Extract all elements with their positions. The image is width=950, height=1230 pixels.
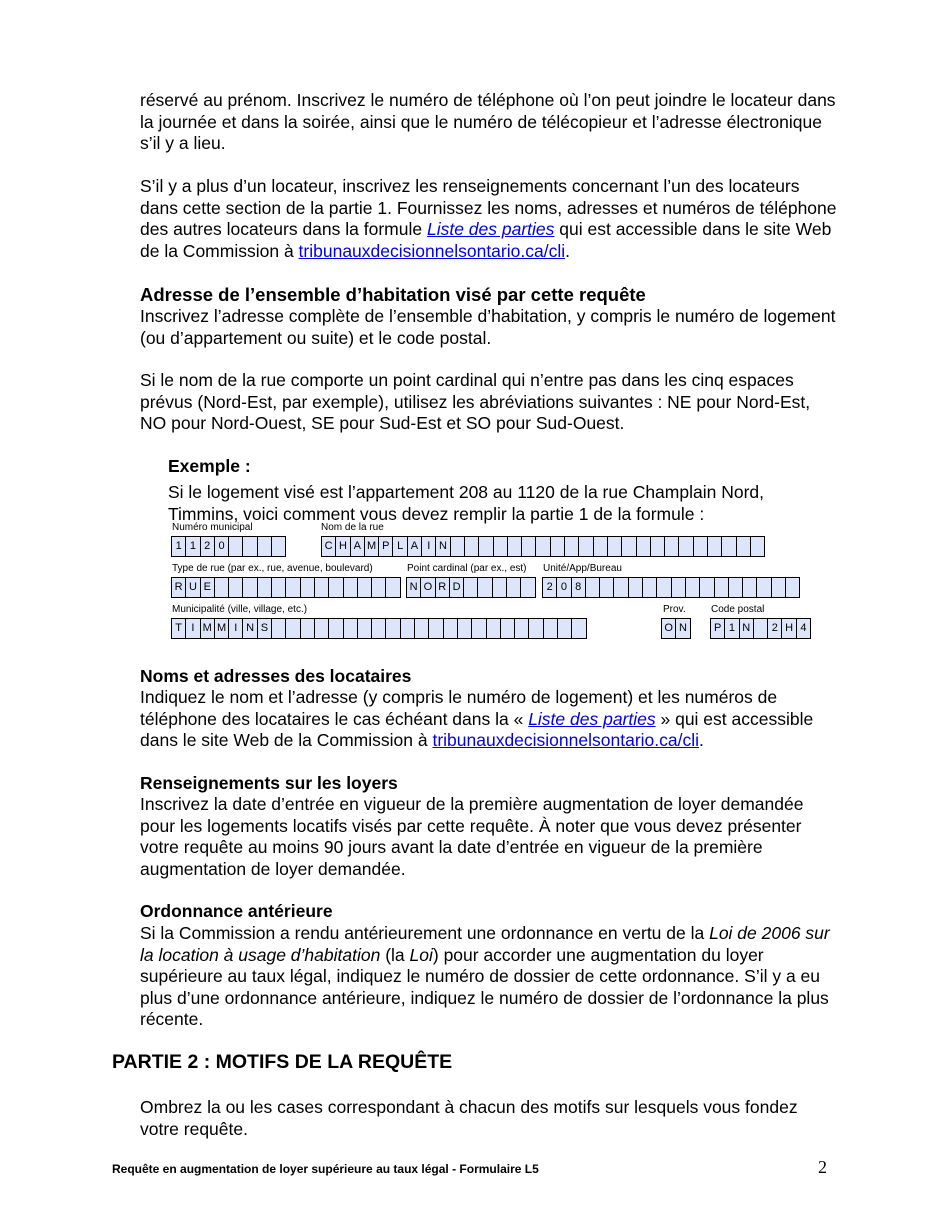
form-cell: I [185, 618, 200, 639]
form-cell: P [710, 618, 725, 639]
form-cell [463, 577, 478, 598]
form-cell: O [661, 618, 676, 639]
form-cell: A [407, 536, 422, 557]
form-cell [736, 536, 751, 557]
form-cell [271, 536, 286, 557]
cells-street-type [171, 577, 400, 598]
form-cell: O [420, 577, 435, 598]
form-cell [742, 577, 757, 598]
cells-municipality [171, 618, 586, 639]
form-cell [492, 577, 507, 598]
form-cell [314, 577, 329, 598]
form-cell [514, 618, 529, 639]
intro-paragraph-1: réservé au prénom. Inscrivez le numéro de téléphone où l’on peut joindre le locateur dans la journée et dans la soirée, ainsi que le numéro de télécopieur et l’adresse électronique s’il y a lieu. [140, 90, 836, 153]
form-cell [285, 618, 300, 639]
form-cell [228, 577, 243, 598]
form-cell [300, 577, 315, 598]
form-cell: M [214, 618, 229, 639]
form-cell [664, 536, 679, 557]
form-cell [785, 577, 800, 598]
form-cell [400, 618, 415, 639]
prior-order-text-a: Si la Commission a rendu antérieurement une ordonnance en vertu de la [140, 923, 710, 943]
form-cell [607, 536, 622, 557]
form-cell [621, 536, 636, 557]
intro-paragraph-2 [140, 176, 840, 262]
form-cell [328, 618, 343, 639]
cells-street-number [171, 536, 285, 557]
tenants-text-a: Indiquez le nom et l’adresse (y compris le numéro de logement) et les numéros de téléphone des locataires le cas échéant dans la « [140, 687, 778, 729]
label-street-type: Type de rue (par ex., rue, avenue, boulevard) [172, 563, 373, 574]
form-cell: 8 [571, 577, 586, 598]
form-cell [257, 577, 272, 598]
form-cell [564, 536, 579, 557]
form-cell [543, 618, 558, 639]
form-cell: R [171, 577, 186, 598]
form-cell: A [350, 536, 365, 557]
form-cell [642, 577, 657, 598]
form-cell [613, 577, 628, 598]
form-cell [228, 536, 243, 557]
cells-street-name [321, 536, 764, 557]
form-cell: C [321, 536, 336, 557]
label-province: Prov. [663, 604, 686, 615]
liste-des-parties-link[interactable]: Liste des parties [426, 219, 555, 239]
form-cell [671, 577, 686, 598]
form-cell [585, 577, 600, 598]
form-cell [750, 536, 765, 557]
form-cell [550, 536, 565, 557]
form-cell [599, 577, 614, 598]
form-cell [628, 577, 643, 598]
form-cell: I [421, 536, 436, 557]
form-cell [535, 536, 550, 557]
label-unit: Unité/App/Bureau [543, 563, 622, 574]
tenants-commission-website-link[interactable]: tribunauxdecisionnelsontario.ca/cli [432, 730, 699, 750]
form-cell [471, 618, 486, 639]
form-cell [414, 618, 429, 639]
form-cell: 0 [214, 536, 229, 557]
label-direction: Point cardinal (par ex., est) [407, 563, 527, 574]
form-cell [656, 577, 671, 598]
tenants-heading: Noms et adresses des locataires [140, 666, 412, 686]
form-cell [328, 577, 343, 598]
form-cell: N [675, 618, 690, 639]
form-cell [464, 536, 479, 557]
form-cell [557, 618, 572, 639]
form-cell [443, 618, 458, 639]
tenants-end: . [699, 730, 704, 750]
form-cell [343, 577, 358, 598]
footer-form-title: Requête en augmentation de loyer supérieure au taux légal - Formulaire L5 [112, 1162, 539, 1176]
form-cell [457, 618, 472, 639]
form-cell [242, 536, 257, 557]
form-cell [520, 577, 535, 598]
form-cell [714, 577, 729, 598]
form-cell [477, 577, 492, 598]
form-cell: 4 [796, 618, 811, 639]
form-cell: 2 [200, 536, 215, 557]
form-cell [721, 536, 736, 557]
form-cell [371, 618, 386, 639]
address-paragraph-1: Inscrivez l’adresse complète de l’ensemble d’habitation, y compris le numéro de logement (ou d’appartement ou suite) et le code postal. [140, 306, 836, 348]
intro-paragraph-2-text-a: S’il y a plus d’un locateur, inscrivez les renseignements concernant l’un des locateurs dans cette section de la partie 1. Fournissez les noms, adresses et numéros de téléphone des autres locateurs dans la formule [140, 176, 837, 239]
form-cell: E [200, 577, 215, 598]
law-short-title: Loi [409, 944, 433, 965]
form-cell: R [435, 577, 450, 598]
form-cell [357, 618, 372, 639]
address-section-heading: Adresse de l’ensemble d’habitation visé par cette requête [140, 284, 646, 305]
form-cell: U [185, 577, 200, 598]
form-cell [521, 536, 536, 557]
form-cell [756, 577, 771, 598]
form-cell [271, 577, 286, 598]
form-cell: 1 [724, 618, 739, 639]
label-street-name: Nom de la rue [321, 522, 384, 533]
rent-paragraph: Inscrivez la date d’entrée en vigueur de la première augmentation de loyer demandée pour les logements locatifs visés par cette requête. À noter que vous devez présenter votre requête au moins 90 jours avant la date d’entrée en vigueur de la première augmentation de loyer demandée. [140, 794, 804, 879]
form-cell: N [435, 536, 450, 557]
form-cell: S [257, 618, 272, 639]
part-2-heading: PARTIE 2 : MOTIFS DE LA REQUÊTE [112, 1051, 453, 1073]
form-cell: N [242, 618, 257, 639]
cells-province [661, 618, 690, 639]
form-cell: 0 [556, 577, 571, 598]
form-cell [507, 536, 522, 557]
form-cell [242, 577, 257, 598]
form-cell [678, 536, 693, 557]
form-cell: 2 [542, 577, 557, 598]
form-cell: H [781, 618, 796, 639]
intro-paragraph-2-end: . [565, 240, 570, 261]
label-postal-code: Code postal [711, 604, 765, 615]
form-cell [693, 536, 708, 557]
form-cell: 2 [767, 618, 782, 639]
law-title: Loi de 2006 sur la location à usage d’habitation [140, 923, 830, 965]
cells-direction [406, 577, 535, 598]
tenants-text-b: » qui est accessible dans le site Web de la Commission à [140, 708, 814, 750]
form-cell: L [392, 536, 407, 557]
prior-order-heading: Ordonnance antérieure [140, 901, 333, 921]
form-cell [450, 536, 465, 557]
address-paragraph-2: Si le nom de la rue comporte un point cardinal qui n’entre pas dans les cinq espaces prévus (Nord-Est, par exemple), utilisez les abréviations suivantes : NE pour Nord-Est, NO pour Nord-Ouest, SE pour Sud-Est et SO pour Sud-Ouest. [140, 370, 811, 433]
form-cell: 1 [171, 536, 186, 557]
form-cell [636, 536, 651, 557]
prior-order-text-c: ) pour accorder une augmentation du loyer supérieure au taux légal, indiquez le numéro de dossier de cette ordonnance. S’il y a eu plus d’une ordonnance antérieure, indiquez le numéro de dossier de l’ordonnance la plus récente. [140, 944, 829, 1029]
form-cell [285, 577, 300, 598]
tenants-paragraph [140, 687, 840, 752]
form-cell [650, 536, 665, 557]
prior-order-paragraph [140, 923, 840, 1031]
form-cell [343, 618, 358, 639]
intro-paragraph-2-text-b: qui est accessible dans le site Web de la Commission à [140, 219, 832, 261]
form-cell [493, 536, 508, 557]
form-cell [257, 536, 272, 557]
form-cell: D [449, 577, 464, 598]
part-2-paragraph: Ombrez la ou les cases correspondant à chacun des motifs sur lesquels vous fondez votre requête. [140, 1097, 798, 1139]
form-cell [214, 577, 229, 598]
form-cell [314, 618, 329, 639]
form-cell: N [406, 577, 421, 598]
cells-unit [542, 577, 799, 598]
form-cell: H [335, 536, 350, 557]
rent-heading: Renseignements sur les loyers [140, 773, 398, 793]
example-heading: Exemple : [168, 456, 251, 476]
form-cell [428, 618, 443, 639]
form-cell: 1 [185, 536, 200, 557]
label-municipality: Municipalité (ville, village, etc.) [172, 604, 308, 615]
form-cell: M [364, 536, 379, 557]
tenants-liste-des-parties-link[interactable]: Liste des parties [528, 708, 656, 729]
form-cell [685, 577, 700, 598]
commission-website-link[interactable]: tribunauxdecisionnelsontario.ca/cli [298, 240, 566, 261]
label-street-number: Numéro municipal [172, 522, 253, 533]
form-cell [593, 536, 608, 557]
form-cell [300, 618, 315, 639]
form-cell [506, 577, 521, 598]
form-cell [753, 618, 768, 639]
form-cell [771, 577, 786, 598]
form-cell: N [739, 618, 754, 639]
form-cell: T [171, 618, 186, 639]
form-cell [385, 577, 400, 598]
form-cell: I [228, 618, 243, 639]
form-cell [699, 577, 714, 598]
form-cell [571, 618, 586, 639]
example-text: Si le logement visé est l’appartement 208 au 1120 de la rue Champlain Nord, Timmins, voici comment vous devez remplir la partie 1 de la formule : [168, 482, 764, 524]
form-cell [271, 618, 286, 639]
prior-order-text-b: (la [380, 944, 410, 965]
form-cell [385, 618, 400, 639]
form-cell [707, 536, 722, 557]
form-cell [478, 536, 493, 557]
form-cell: M [200, 618, 215, 639]
page-number: 2 [818, 1157, 827, 1177]
form-cell [357, 577, 372, 598]
form-cell: P [378, 536, 393, 557]
form-cell [528, 618, 543, 639]
form-cell [578, 536, 593, 557]
cells-postal-code [710, 618, 810, 639]
form-cell [500, 618, 515, 639]
form-cell [371, 577, 386, 598]
form-cell [486, 618, 501, 639]
form-cell [728, 577, 743, 598]
